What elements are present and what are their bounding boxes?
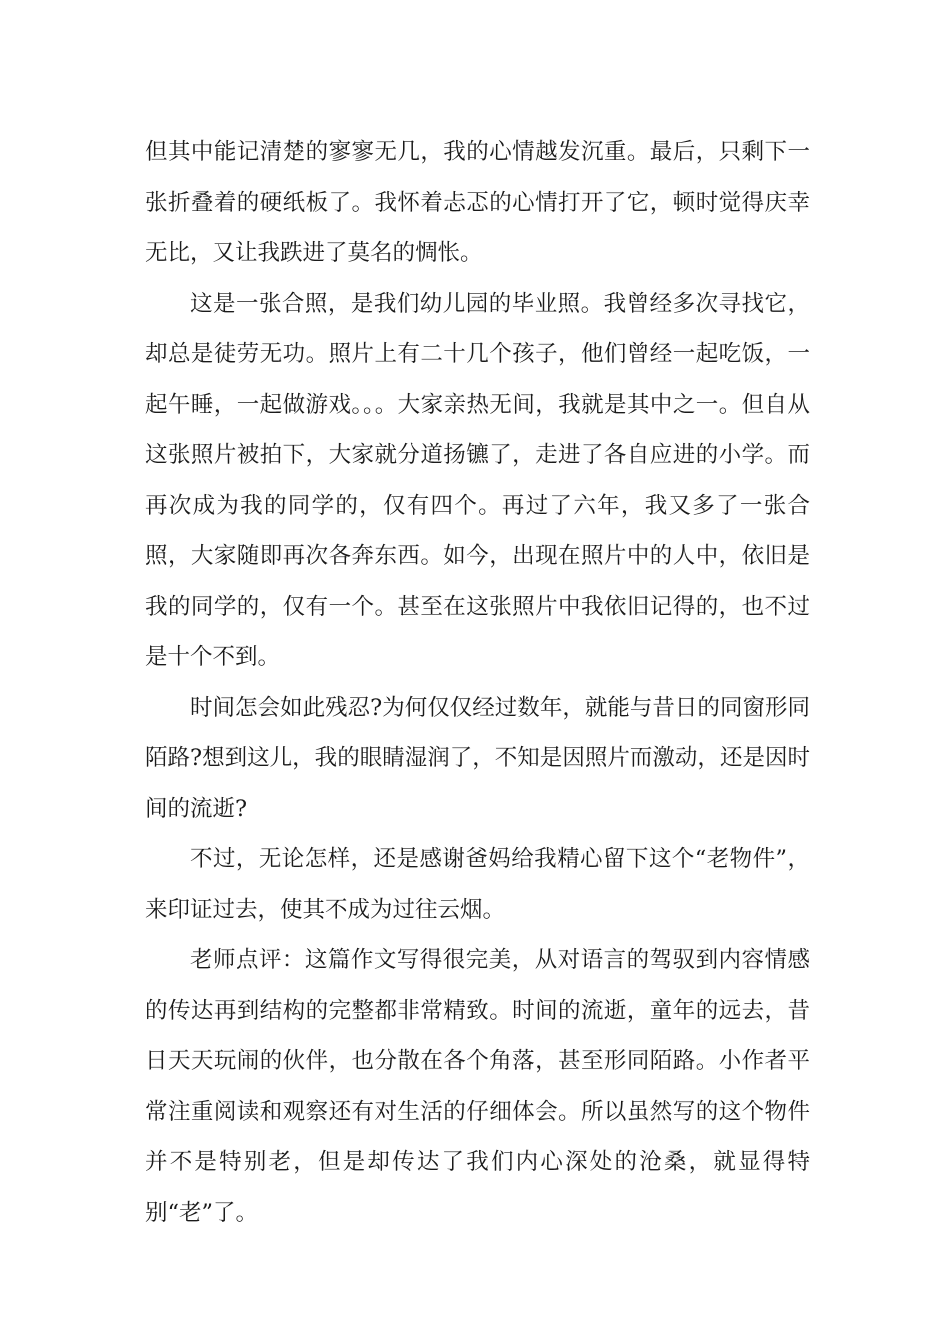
document-body xyxy=(145,127,810,1238)
paragraph-teacher-comment: 老师点评：这篇作文写得很完美，从对语言的驾驭到内容情感的传达再到结构的完整都非常精致。时间的流逝，童年的远去，昔日天天玩闹的伙伴，也分散在各个角落，甚至形同陌路。小作者平常注重阅读和观察还有对生活的仔细体会。所以虽然写的这个物件并不是特别老，但是却传达了我们内心深处的沧桑，就显得特别“老”了。 xyxy=(145,947,810,1226)
paragraph-continuation: 但其中能记清楚的寥寥无几，我的心情越发沉重。最后，只剩下一张折叠着的硬纸板了。我怀着忐忑的心情打开了它，顿时觉得庆幸无比，又让我跌进了莫名的惆怅。 xyxy=(145,139,810,266)
paragraph-group-photo: 这是一张合照，是我们幼儿园的毕业照。我曾经多次寻找它，却总是徒劳无功。照片上有二十几个孩子，他们曾经一起吃饭，一起午睡，一起做游戏。。。大家亲热无间，我就是其中之一。但自从这张照片被拍下，大家就分道扬镳了，走进了各自应进的小学。而再次成为我的同学的，仅有四个。再过了六年，我又多了一张合照，大家随即再次各奔东西。如今，出现在照片中的人中，依旧是我的同学的，仅有一个。甚至在这张照片中我依旧记得的，也不过是十个不到。 xyxy=(145,290,810,670)
paragraph-gratitude: 不过，无论怎样，还是感谢爸妈给我精心留下这个“老物件”，来印证过去，使其不成为过往云烟。 xyxy=(145,846,810,923)
paragraph-reflection: 时间怎会如此残忍?为何仅仅经过数年，就能与昔日的同窗形同陌路?想到这儿，我的眼睛湿润了，不知是因照片而激动，还是因时间的流逝? xyxy=(145,694,810,822)
